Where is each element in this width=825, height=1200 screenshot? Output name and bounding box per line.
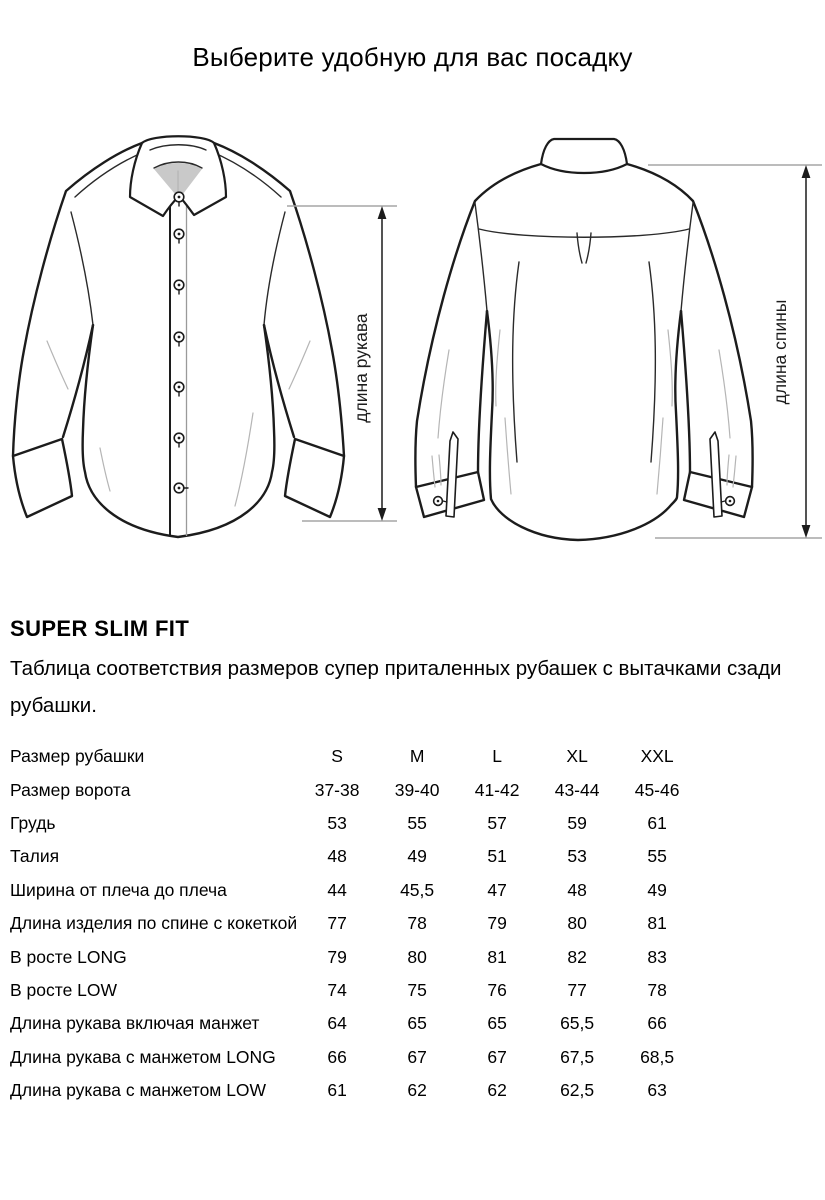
cell: 80: [407, 946, 427, 967]
table-row: [10, 874, 697, 907]
cell: 39-40: [394, 779, 440, 800]
cell: 80: [567, 913, 587, 934]
row-label: Размер рубашки: [10, 746, 145, 767]
cell: 57: [487, 812, 507, 833]
cell: 66: [647, 1013, 667, 1034]
cell: 65,5: [560, 1013, 595, 1034]
cell: XL: [566, 746, 588, 767]
cell: 45-46: [634, 779, 680, 800]
cell: 67: [487, 1046, 507, 1067]
cell: S: [331, 746, 343, 767]
table-row: [10, 840, 697, 873]
cell: 45,5: [400, 879, 435, 900]
cell: 79: [327, 946, 347, 967]
size-table: [10, 740, 697, 1107]
front-collar: [130, 136, 226, 216]
cell: 53: [327, 812, 347, 833]
cell: L: [492, 746, 502, 767]
cell: 64: [327, 1013, 347, 1034]
row-label: Грудь: [10, 812, 56, 833]
row-label: В росте LOW: [10, 979, 118, 1000]
cell: 81: [487, 946, 507, 967]
sleeve-length-label: длина рукава: [351, 313, 371, 423]
back-collar: [541, 139, 627, 173]
cell: 65: [407, 1013, 427, 1034]
cell: 43-44: [554, 779, 600, 800]
row-label: Длина рукава с манжетом LONG: [10, 1046, 276, 1067]
cell: 81: [647, 913, 667, 934]
table-row: [10, 740, 697, 773]
cell: 55: [647, 846, 667, 867]
shirt-back-drawing: [415, 139, 822, 540]
table-row: [10, 907, 697, 940]
page-title: Выберите удобную для вас посадку: [192, 42, 633, 72]
cell: 77: [567, 979, 587, 1000]
row-label: Длина рукава с манжетом LOW: [10, 1080, 267, 1101]
cell: M: [409, 746, 425, 767]
cell: 61: [327, 1080, 347, 1101]
row-label: Размер ворота: [10, 779, 131, 800]
cell: 61: [647, 812, 667, 833]
row-label: Ширина от плеча до плеча: [10, 879, 227, 900]
table-row: [10, 1041, 697, 1074]
table-row: [10, 940, 697, 973]
cell: XXL: [640, 746, 674, 767]
back-length-label: длина спины: [770, 299, 790, 405]
row-label: Талия: [10, 846, 60, 867]
cell: 48: [327, 846, 347, 867]
cell: 37-38: [314, 779, 360, 800]
cell: 77: [327, 913, 347, 934]
cell: 65: [487, 1013, 507, 1034]
cell: 76: [487, 979, 507, 1000]
cell: 48: [567, 879, 587, 900]
cell: 63: [647, 1080, 667, 1101]
cell: 51: [487, 846, 507, 867]
cell: 62: [487, 1080, 507, 1101]
cell: 47: [487, 879, 507, 900]
cell: 66: [327, 1046, 347, 1067]
table-row: [10, 1074, 697, 1107]
shirt-front-drawing: [13, 136, 397, 537]
cell: 49: [407, 846, 427, 867]
shirt-figures: [0, 110, 825, 580]
table-row: [10, 807, 697, 840]
cell: 55: [407, 812, 427, 833]
back-body: [415, 164, 752, 540]
cell: 68,5: [640, 1046, 675, 1067]
table-row: [10, 1007, 697, 1040]
table-row: [10, 773, 697, 806]
cell: 75: [407, 979, 427, 1000]
cell: 67: [407, 1046, 427, 1067]
cell: 78: [647, 979, 667, 1000]
cell: 49: [647, 879, 667, 900]
cell: 62,5: [560, 1080, 595, 1101]
row-label: Длина изделия по спине с кокеткой: [10, 913, 298, 934]
cell: 41-42: [474, 779, 520, 800]
cell: 83: [647, 946, 667, 967]
fit-description: Таблица соответствия размеров супер приталенных рубашек с вытачками сзади рубашки.: [10, 657, 782, 717]
cell: 59: [567, 812, 587, 833]
cell: 62: [407, 1080, 427, 1101]
cell: 44: [327, 879, 347, 900]
cell: 74: [327, 979, 347, 1000]
fit-title: SUPER SLIM FIT: [10, 616, 190, 641]
cell: 53: [567, 846, 587, 867]
cell: 78: [407, 913, 427, 934]
cell: 79: [487, 913, 507, 934]
row-label: Длина рукава включая манжет: [10, 1013, 260, 1034]
row-label: В росте LONG: [10, 946, 127, 967]
cell: 67,5: [560, 1046, 595, 1067]
cell: 82: [567, 946, 587, 967]
table-row: [10, 974, 697, 1007]
